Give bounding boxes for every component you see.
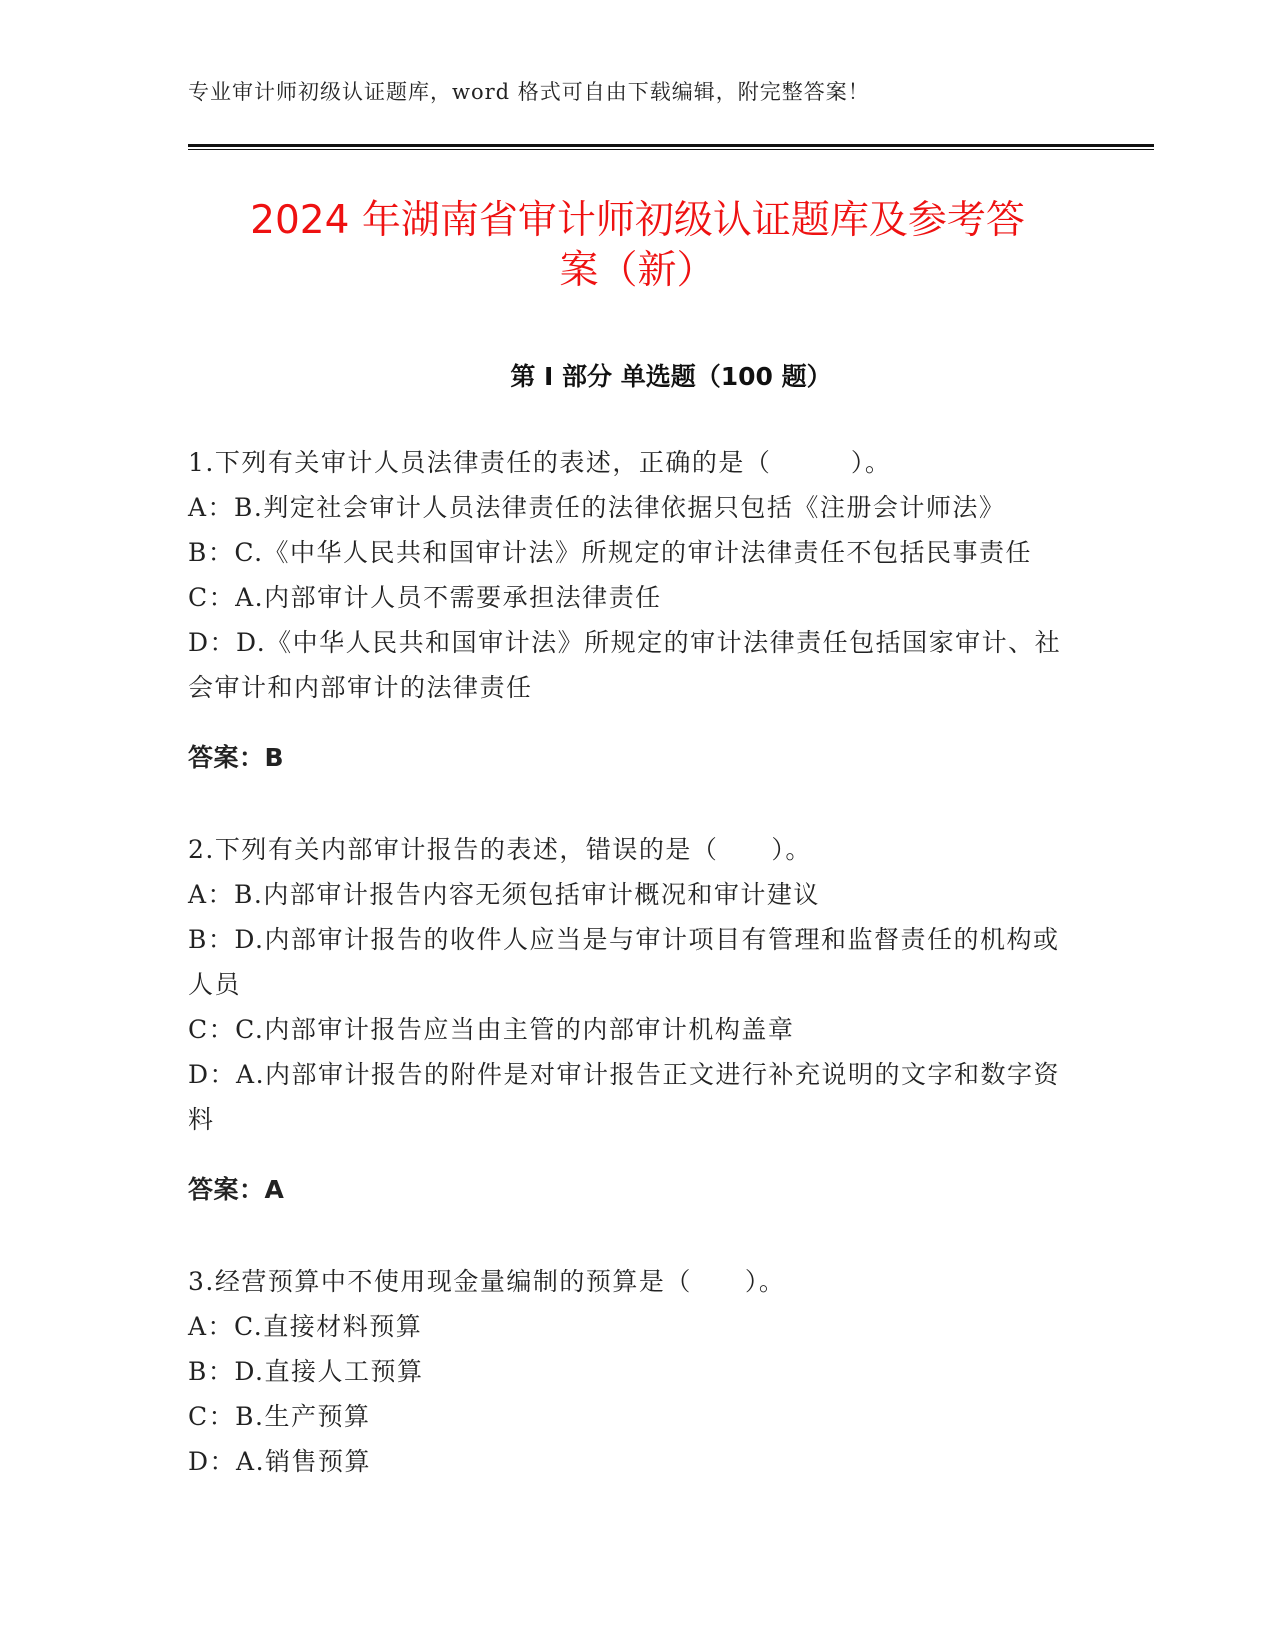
header-divider (188, 144, 1154, 147)
answer: 答案：B (188, 743, 285, 772)
option-b: B：D.直接人工预算 (188, 1357, 424, 1386)
option-a: A：C.直接材料预算 (188, 1312, 423, 1341)
option-a: A：B.判定社会审计人员法律责任的法律依据只包括《注册会计师法》 (188, 493, 1006, 522)
option-b: B：D.内部审计报告的收件人应当是与审计项目有管理和监督责任的机构或人员 (188, 925, 1060, 999)
question-stem: 3.经营预算中不使用现金量编制的预算是（ ）。 (188, 1267, 786, 1296)
option-c: C：C.内部审计报告应当由主管的内部审计机构盖章 (188, 1015, 795, 1044)
question-stem: 1.下列有关审计人员法律责任的表述，正确的是（ ）。 (188, 448, 892, 477)
answer: 答案：A (188, 1175, 285, 1204)
option-d: D：D.《中华人民共和国审计法》所规定的审计法律责任包括国家审计、社会审计和内部审计的法律责任 (188, 628, 1062, 702)
document-title-line-2: 案（新） (559, 248, 716, 293)
question-list (188, 440, 1078, 1531)
question-1 (188, 440, 1078, 780)
option-c: C：B.生产预算 (188, 1402, 371, 1431)
option-b: B：C.《中华人民共和国审计法》所规定的审计法律责任不包括民事责任 (188, 538, 1033, 567)
option-d: D：A.销售预算 (188, 1447, 372, 1476)
section-title: 第 I 部分 单选题（100 题） (510, 362, 832, 391)
option-a: A：B.内部审计报告内容无须包括审计概况和审计建议 (188, 880, 820, 909)
document-title (160, 196, 1115, 296)
question-stem: 2.下列有关内部审计报告的表述，错误的是（ ）。 (188, 835, 812, 864)
option-d: D：A.内部审计报告的附件是对审计报告正文进行补充说明的文字和数字资料 (188, 1060, 1061, 1134)
question-2 (188, 827, 1078, 1212)
question-3 (188, 1259, 1078, 1484)
document-title-line-1: 2024 年湖南省审计师初级认证题库及参考答 (250, 198, 1025, 243)
option-c: C：A.内部审计人员不需要承担法律责任 (188, 583, 662, 612)
header-note: 专业审计师初级认证题库，word 格式可自由下载编辑，附完整答案！ (188, 80, 870, 104)
header-divider-thin (188, 149, 1154, 150)
